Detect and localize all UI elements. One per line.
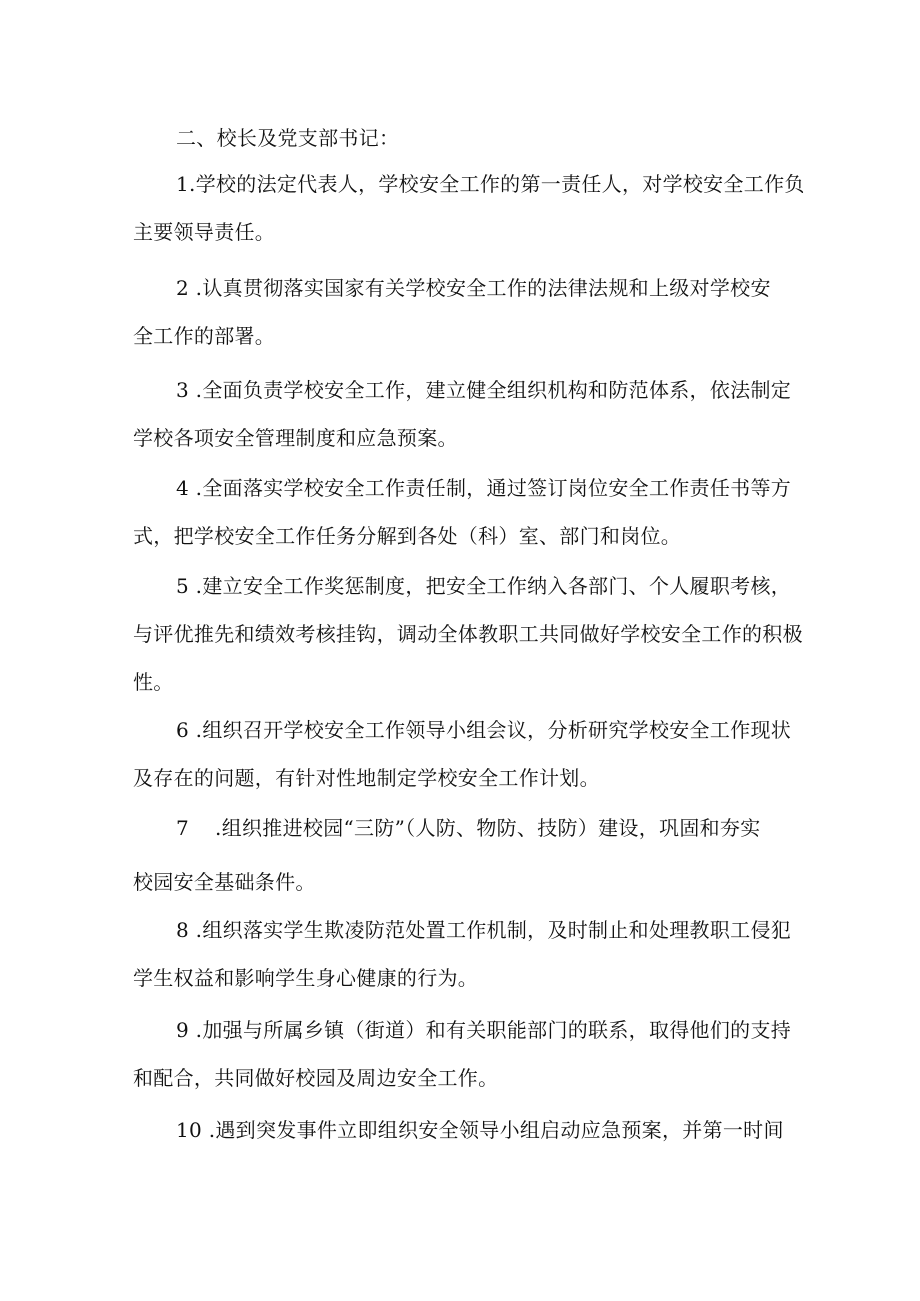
item-8-line-2: 学生权益和影响学生身心健康的行为。 (133, 966, 479, 990)
item-4 (133, 464, 803, 560)
item-8-number: 8 . (176, 918, 203, 942)
item-3-line-1: 3 .全面负责学校安全工作，建立健全组织机构和防范体系，依法制定 (133, 366, 803, 414)
heading-text: 二、校长及党支部书记： (176, 126, 400, 150)
item-7-line-1: 7 .组织推进校园“三防”（人防、物防、技防）建设，巩固和夯实 (133, 804, 803, 852)
item-6-line-2: 及存在的问题，有针对性地制定学校安全工作计划。 (133, 766, 600, 790)
item-1-line-2: 主要领导责任。 (133, 220, 276, 244)
item-9-line-2: 和配合，共同做好校园及周边安全工作。 (133, 1066, 499, 1090)
item-9-line-1: 9 .加强与所属乡镇（街道）和有关职能部门的联系，取得他们的支持 (133, 1006, 803, 1054)
item-5-line-2: 与评优推先和绩效考核挂钩，调动全体教职工共同做好学校安全工作的积极 (133, 622, 803, 646)
item-3-number: 3 . (176, 378, 203, 402)
item-5 (133, 562, 803, 706)
item-1 (133, 160, 803, 256)
item-8 (133, 906, 803, 1002)
item-2 (133, 264, 803, 360)
item-9 (133, 1006, 803, 1102)
item-6 (133, 706, 803, 802)
item-3 (133, 366, 803, 462)
item-10-number: 10 . (176, 1118, 216, 1142)
item-4-number: 4 . (176, 476, 203, 500)
item-2-number: 2 . (176, 276, 203, 300)
item-1-number: 1. (176, 172, 196, 196)
item-7 (133, 804, 803, 906)
section-heading (133, 114, 803, 162)
item-5-line-1: 5 .建立安全工作奖惩制度，把安全工作纳入各部门、个人履职考核， (133, 562, 803, 610)
item-7-line-2: 校园安全基础条件。 (133, 870, 316, 894)
item-2-line-1: 2 .认真贯彻落实国家有关学校安全工作的法律法规和上级对学校安 (133, 264, 803, 312)
item-1-line-1: 1.学校的法定代表人，学校安全工作的第一责任人，对学校安全工作负 (133, 160, 803, 208)
item-3-line-2: 学校各项安全管理制度和应急预案。 (133, 426, 458, 450)
item-5-line-3: 性。 (133, 670, 174, 694)
item-4-line-2: 式，把学校安全工作任务分解到各处（科）室、部门和岗位。 (133, 524, 682, 548)
item-8-line-1: 8 .组织落实学生欺凌防范处置工作机制，及时制止和处理教职工侵犯 (133, 906, 803, 954)
item-9-number: 9 . (176, 1018, 203, 1042)
item-4-line-1: 4 .全面落实学校安全工作责任制，通过签订岗位安全工作责任书等方 (133, 464, 803, 512)
item-6-line-1: 6 .组织召开学校安全工作领导小组会议，分析研究学校安全工作现状 (133, 706, 803, 754)
item-5-number: 5 . (176, 574, 203, 598)
item-6-number: 6 . (176, 718, 203, 742)
item-10-line-1: 10 .遇到突发事件立即组织安全领导小组启动应急预案，并第一时间 (133, 1106, 803, 1154)
item-2-line-2: 全工作的部署。 (133, 324, 276, 348)
item-10 (133, 1106, 803, 1154)
item-7-number: 7 (176, 816, 190, 840)
